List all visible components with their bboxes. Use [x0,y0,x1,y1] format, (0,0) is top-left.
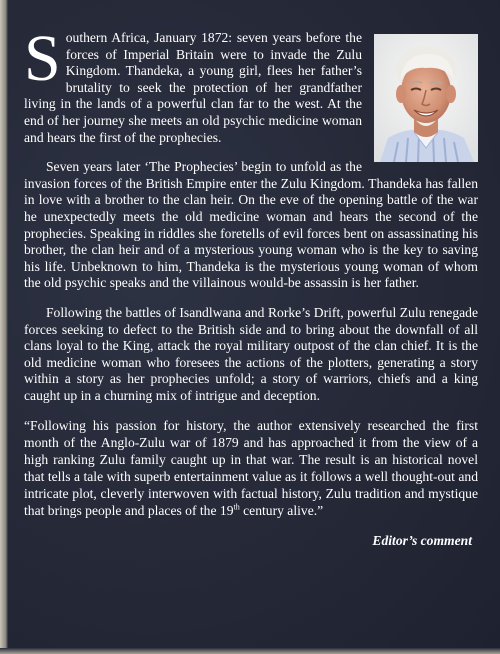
paragraph-1-text: outhern Africa, January 1872: seven years before the forces of Imperial Britain were to invade the Zulu Kingdom. Thandeka, a young girl, flees her father’s brutality to seek the protection of her grandfather living in the lands of a powerful clan far to the west. At the end of her journey she meets an old psychic medicine woman and hears the first of the prophecies. [24,30,362,145]
editor-quote [24,417,478,519]
attribution: Editor’s comment [372,533,472,549]
author-portrait-image [374,34,478,162]
cover-edge-left [0,0,8,654]
paragraph-3: Following the battles of Isandlwana and Rorke’s Drift, powerful Zulu renegade forces seeking to defect to the British side and to bring about the downfall of all clans loyal to the King, attack the royal military outpost of the clan chief. It is the old medicine woman who foresees the actions of the plotters, generating a story within a story as her prophecies unfold; a story of warriors, chiefs and a king caught up in a churning mix of intrigue and deception. [24,304,478,403]
author-photo [374,34,478,162]
cover-edge-bottom [0,648,500,654]
quote-text: “Following his passion for history, the author extensively researched the first month of the Anglo-Zulu war of 1879 and has approached it from the view of a high ranking Zulu family caught up in that war. The result is an historical novel that tells a tale with superb entertainment value as it follows a well thought-out and intricate plot, cleverly interwoven with factual history, Zulu tradition and mystique that brings people and places of the 19 [24,418,478,519]
quote-end: century alive.” [239,503,324,519]
paragraph-2: Seven years later ‘The Prophecies’ begin to unfold as the invasion forces of the British Empire enter the Zulu Kingdom. Thandeka has fallen in love with a brother to the clan heir. On the eve of the opening battle of the war he unexpectedly meets the old medicine woman and hears the second of the prophecies. Speaking in riddles she foretells of evil forces bent on assassinating his brother, the clan heir and of a mysterious young woman who is the key to saving his life. Unbeknown to him, Thandeka is the mysterious young woman of whom the old psychic speaks and the villainous would-be assassin is her father. [24,159,478,291]
drop-cap: S [24,22,61,95]
quote-superscript: th [233,502,240,512]
blurb-text [24,22,478,550]
